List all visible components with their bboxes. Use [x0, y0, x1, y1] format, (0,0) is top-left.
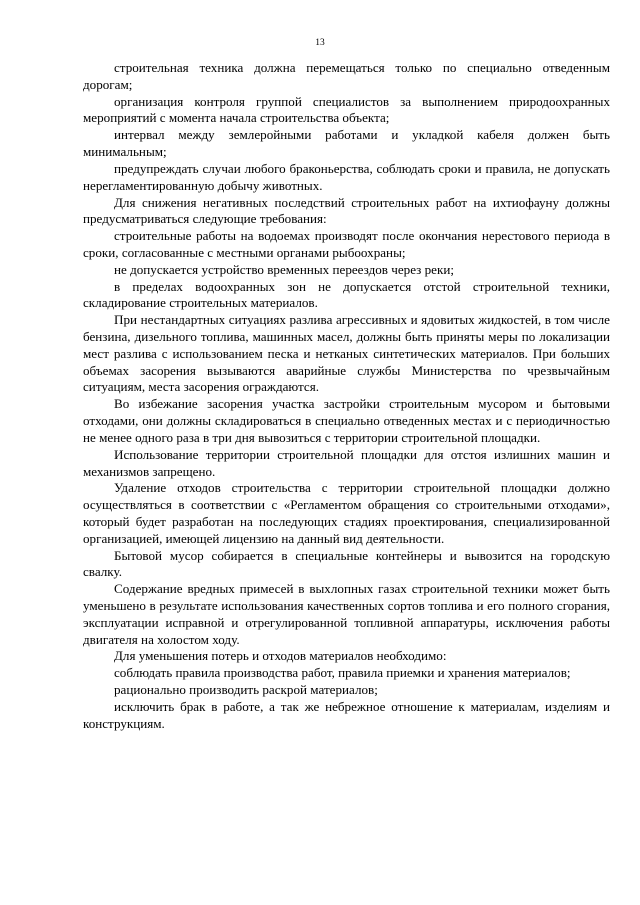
paragraph: При нестандартных ситуациях разлива агрессивных и ядовитых жидкостей, в том числе бензина, дизельного топлива, машинных масел, должны быть приняты меры по локализации мест разлива с использованием песка и нетканых синтетических материалов. При больших объемах засорения вызываются аварийные службы Министерства по чрезвычайным ситуациям, места засорения ограждаются. [83, 312, 610, 395]
paragraph: строительная техника должна перемещаться только по специально отведенным дорогам; [83, 60, 610, 92]
paragraph: соблюдать правила производства работ, правила приемки и хранения материалов; [114, 665, 571, 681]
paragraph: предупреждать случаи любого браконьерства, соблюдать сроки и правила, не допускать нерегламентированную добычу животных. [83, 160, 610, 193]
body-text [83, 60, 610, 733]
paragraph: в пределах водоохранных зон не допускается отстой строительной техники, складирование строительных материалов. [83, 278, 610, 311]
paragraph: Для уменьшения потерь и отходов материалов необходимо: [114, 648, 447, 664]
paragraph: рационально производить раскрой материалов; [114, 682, 378, 698]
paragraph: Использование территории строительной площадки для отстоя излишних машин и механизмов запрещено. [83, 446, 610, 479]
page-number: 13 [315, 38, 325, 48]
paragraph: строительные работы на водоемах производят после окончания нерестового периода в сроки, согласованные с местными органами рыбоохраны; [83, 228, 610, 260]
paragraph: интервал между землеройными работами и укладкой кабеля должен быть минимальным; [83, 127, 610, 160]
paragraph: исключить брак в работе, а так же небрежное отношение к материалам, изделиям и конструкциям. [83, 698, 610, 731]
paragraph: не допускается устройство временных переездов через реки; [114, 261, 454, 277]
paragraph: Во избежание засорения участка застройки строительным мусором и бытовыми отходами, они должны складироваться в специально отведенных местах и с периодичностью не менее одного раза в три дня вывозиться с территории строительной площадки. [83, 396, 610, 445]
paragraph: Содержание вредных примесей в выхлопных газах строительной техники может быть уменьшено в результате использования качественных сортов топлива и его полного сгорания, эксплуатации исправной и отрегулированной топливной аппаратуры, исключения работы двигателя на холостом ходу. [83, 581, 610, 647]
paragraph: Бытовой мусор собирается в специальные контейнеры и вывозится на городскую свалку. [83, 547, 610, 580]
paragraph: организация контроля группой специалистов за выполнением природоохранных мероприятий с момента начала строительства объекта; [83, 93, 610, 126]
paragraph: Удаление отходов строительства с территории строительной площадки должно осуществляться в соответствии с «Регламентом обращения со строительными отходами», который будет разработан на последующих стадиях проектирования, специализированной организацией, имеющей лицензию на данный вид деятельности. [83, 480, 610, 546]
paragraph: Для снижения негативных последствий строительных работ на ихтиофауну должны предусматриваться следующие требования: [83, 194, 610, 227]
